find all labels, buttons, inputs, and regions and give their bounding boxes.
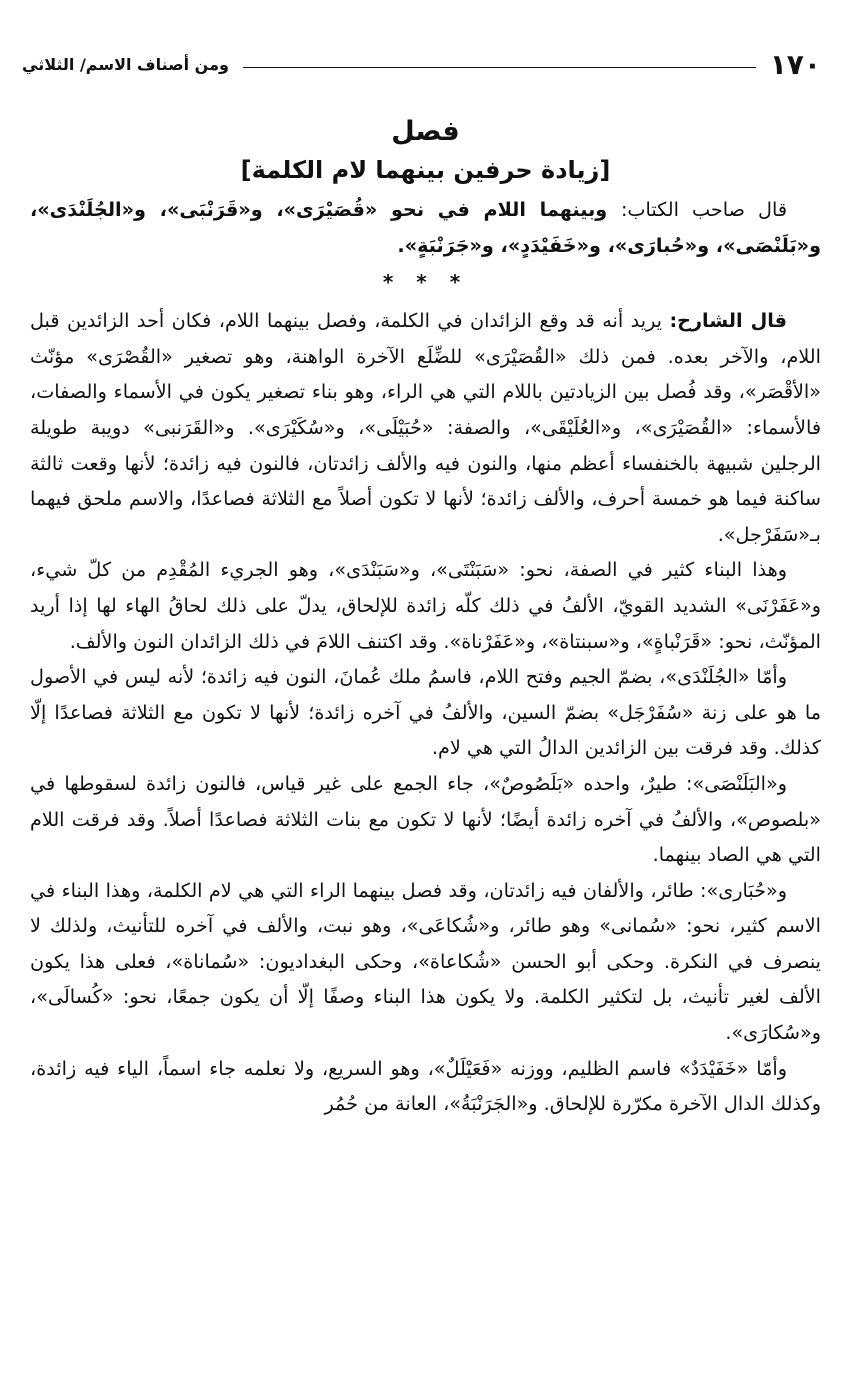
commentary-paragraph [30,873,821,1051]
commentary-text: وأمّا «خَفَيْدَدٌ» فاسم الظليم، ووزنه «فَعَيْلَلٌ»، وهو السريع، ولا نعلمه جاء اسماً، الياء فيه زائدة، وكذلك الدال الآخرة مكرّرة للإلحاق. و«الجَرَنْبَةُ»، العانة من حُمُر [30,1056,821,1116]
running-header [22,44,821,84]
page-number: ١٧٠ [769,47,821,81]
running-title: ومن أصناف الاسم/ الثلاثي [22,54,229,74]
commentary-paragraph [30,766,821,873]
matn-speaker: قال صاحب الكتاب: [620,198,788,221]
section-subtitle: [زيادة حرفين بينهما لام الكلمة] [240,156,611,184]
matn-text: وبينهما اللام في نحو «قُصَيْرَى»، و«قَرَنْبَى»، و«الجُلَنْدَى»، و«بَلَنْصَى»، و«حُبارَى»، و«خَفَيْدَدٍ»، و«جَرَنْبَةٍ». [30,198,821,257]
commentary-paragraph [30,303,821,552]
commentary-paragraph [30,659,821,766]
section-title: فصل [391,116,460,147]
commentary-text: وأمّا «الجُلَنْدَى»، بضمّ الجيم وفتح اللام، فاسمُ ملك عُمانَ، النون فيه زائدة؛ لأنه ليس في الأصول ما هو على زنة «سُفَرْجَل» بضمّ السين، والألفُ في آخره زائدة؛ لأنها لا تكون مع الثلاثة فصاعدًا إلّا كذلك. وقد فرقت بين الزائدين الدالُ التي هي لام. [30,665,821,760]
page-content [30,112,821,1122]
commentary-speaker: قال الشارح: [669,309,787,333]
commentary-paragraph [30,1051,821,1122]
commentary-paragraph [30,552,821,659]
header-rule [243,67,756,68]
commentary-text: و«حُبَارى»: طائر، والألفان فيه زائدتان، وقد فصل بينهما الراء التي هي لام الكلمة، وهذا البناء في الاسم كثير، نحو: «سُمانى» وهو طائر، و«شُكاعَى»، وهو نبت، والألف في آخره للتأنيث، ولذلك لا ينصرف في النكرة. وحكى أبو الحسن «شُكاعاة»، وحكى البغداديون: «سُماناة»، فعلى هذا يكون الألف لغير تأنيث، بل لتكثير الكلمة. ولا يكون هذا البناء وصفًا إلّا أن يكون جمعًا، نحو: «كُسالَى»، و«سُكارَى». [30,878,821,1045]
commentary-text: وهذا البناء كثير في الصفة، نحو: «سَبَنْتَى»، و«سَبَنْدَى»، وهو الجريء المُقْدِم من كلّ شيء، و«عَفَرْنَى» الشديد القويّ، الألفُ في ذلك كلّه زائدة للإلحاق، يدلّ على ذلك لحاقُ الهاء لها إذا أريد المؤنّث، نحو: «قَرَنْباةٍ»، و«سبنتاة»، و«عَفَرْناة». وقد اكتنف اللامَ في ذلك الزائدان النون والألف. [30,558,821,653]
commentary-text: يريد أنه قد وقع الزائدان في الكلمة، وفصل بينهما اللام، فكان أحد الزائدين قبل اللام، والآخر بعده. فمن ذلك «القُصَيْرَى» للضِّلَع الآخرة الواهنة، وهو تصغير «القُصْرَى» مؤنّث «الأقْصَر»، وقد فُصل بين الزيادتين باللام التي هي الراء، وهو بناء تصغير يكون في الأسماء والصفات، فالأسماء: «القُصَيْرَى»، و«العُلَيْقَى»، والصفة: «حُبَيْلَى»، و«سُكَيْرَى». و«القَرَنبى» دويبة طويلة الرجلين شبيهة بالخنفساء أعظم منها، والنون فيه والألف زائدتان، فالنون فيه زائدة؛ لأنها وقعت ثالثة ساكنة فيما هو خمسة أحرف، والألف زائدة؛ لأنها لا تكون أصلاً مع الثلاثة فصاعدًا، والاسم ملحق فيهما بـ«سَفَرْجل». [30,309,821,546]
matn-paragraph [30,192,821,263]
section-separator: * * * [382,270,469,295]
commentary-text: و«البَلَنْصَى»: طيرٌ، واحده «بَلَصُوصٌ»، جاء الجمع على غير قياس، فالنون زائدة لسقوطها في «بلصوص»، والألفُ في آخره زائدة أيضًا؛ لأنها لا تكون مع بنات الثلاثة فصاعدًا أصلاً. وقد فرقت اللام التي هي الصاد بينهما. [30,771,821,867]
